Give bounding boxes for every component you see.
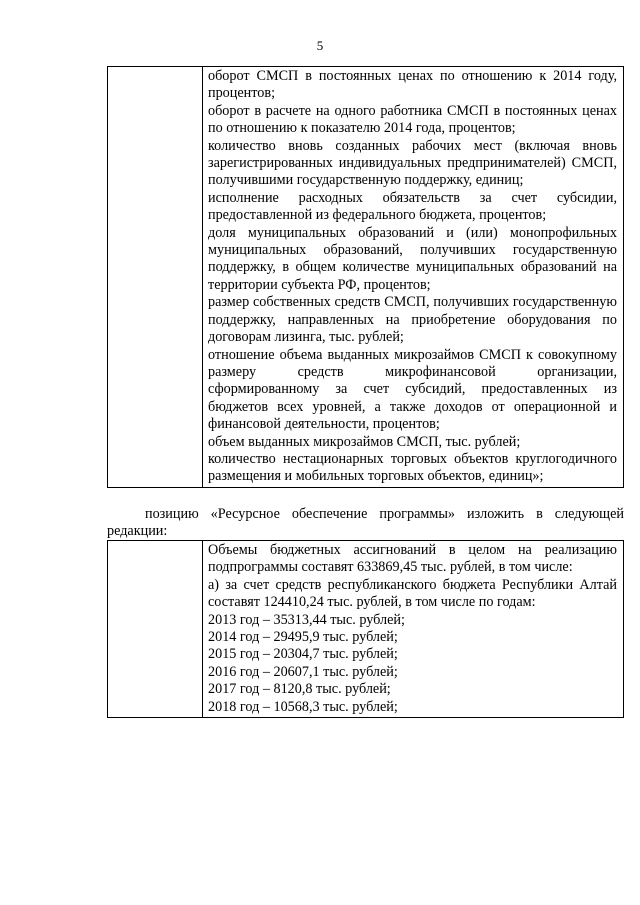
funding-year-line: 2015 год – 20304,7 тыс. рублей;	[208, 646, 398, 663]
table-row	[108, 67, 624, 488]
page-number: 5	[316, 38, 324, 53]
indicator-item: количество нестационарных торговых объектов круглогодичного размещения и мобильных торговых объектов, единиц»;	[208, 450, 617, 485]
indicator-item: доля муниципальных образований и (или) монопрофильных муниципальных образований, получивших государственную поддержку, в общем количестве муниципальных образований на территории субъекта РФ, процентов;	[208, 224, 617, 293]
table-content-cell	[203, 67, 624, 488]
funding-year-line: 2013 год – 35313,44 тыс. рублей;	[208, 611, 405, 628]
indicator-item: оборот СМСП в постоянных ценах по отношению к 2014 году, процентов;	[208, 68, 617, 102]
amendment-instruction: позицию «Ресурсное обеспечение программы» изложить в следующей редакции:	[107, 506, 624, 540]
indicator-item: размер собственных средств СМСП, получивших государственную поддержку, направленных на приобретение оборудования по договорам лизинга, тыс. рублей;	[208, 294, 617, 346]
table-row	[108, 541, 624, 718]
table-content-cell	[203, 541, 624, 718]
funding-year-line: 2016 год – 20607,1 тыс. рублей;	[208, 663, 398, 680]
indicator-item: объем выданных микрозаймов СМСП, тыс. рублей;	[208, 433, 521, 450]
funding-year-line: 2014 год – 29495,9 тыс. рублей;	[208, 629, 398, 646]
indicator-item: количество вновь созданных рабочих мест (включая вновь зарегистрированных индивидуальных предпринимателей) СМСП, получившими государственную поддержку, единиц;	[208, 137, 617, 189]
table-label-cell	[108, 541, 203, 718]
indicators-table	[107, 66, 624, 488]
indicator-item: отношение объема выданных микрозаймов СМСП к совокупному размеру средств микрофинансовой организации, сформированному за счет субсидий, предоставленных из бюджетов всех уровней, а также доходов от операционной и финансовой деятельности, процентов;	[208, 346, 617, 433]
funding-year-line: 2018 год – 10568,3 тыс. рублей;	[208, 698, 398, 715]
indicator-item: оборот в расчете на одного работника СМСП в постоянных ценах по отношению к показателю 2014 года, процентов;	[208, 102, 617, 137]
funding-subitem: а) за счет средств республиканского бюджета Республики Алтай составят 124410,24 тыс. рублей, в том числе по годам:	[208, 576, 617, 611]
funding-intro: Объемы бюджетных ассигнований в целом на реализацию подпрограммы составят 633869,45 тыс. рублей, в том числе:	[208, 542, 617, 576]
resources-table	[107, 540, 624, 718]
indicator-item: исполнение расходных обязательств за счет субсидии, предоставленной из федерального бюджета, процентов;	[208, 189, 617, 224]
funding-year-line: 2017 год – 8120,8 тыс. рублей;	[208, 681, 391, 698]
table-label-cell	[108, 67, 203, 488]
